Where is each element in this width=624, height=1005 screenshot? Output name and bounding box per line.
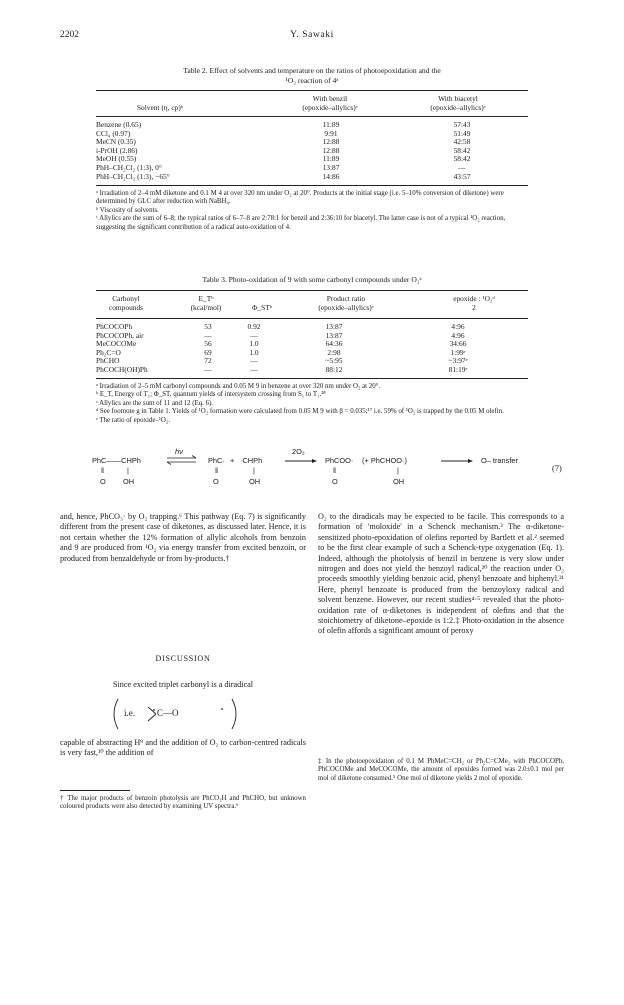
eq-plus: + [230, 456, 235, 465]
table2-cell-solvent: PhH–CH₂Cl₂ (1:3), 0° [96, 162, 162, 172]
table3-head-carbonyl-line2: compounds [108, 302, 144, 312]
table2-cell-benzil: 11:89 [322, 120, 340, 129]
eq-product-b-oh: OH [393, 477, 405, 486]
table3-cell-et: 53 [204, 322, 212, 331]
eq-reactant-bond2: | [127, 466, 129, 475]
table2-body [96, 121, 528, 181]
table2-cell-solvent: Benzene (0.65) [96, 120, 142, 129]
left-footnote: † The major products of benzoin photolysis are PhCO₃H and PhCHO, but unknown coloured products were also detected by examining UV spectra.⁶ [60, 795, 306, 811]
table2-footnote-c: ᶜ Allylics are the sum of 6–8; the typical ratios of 6–7–8 are 2:78:1 for benzil and 2:36:10 for biacetyl. The latter case is not of a typical ¹O₂ reaction, suggesting the significant contribution of a radical auto-oxidation of 4. [96, 215, 506, 231]
table2-head-biacetyl-line1: With biacetyl [438, 94, 478, 103]
eq-radical-bond1: ‖ [215, 466, 219, 475]
eq-reactant-bond1: ‖ [101, 466, 105, 475]
discussion-heading: DISCUSSION [155, 654, 211, 663]
left-footnote-rule [60, 790, 130, 791]
table3-head-et-line1: E_Tᵇ [198, 294, 214, 303]
table2-cell-biacetyl: 51:49 [453, 128, 471, 138]
eq-reactant-o: O [100, 477, 106, 486]
table2-mid-rule [96, 116, 528, 117]
table3-footnote-a: ᵃ Irradiation of 2–5 mM carbonyl compounds and 0.05 M 9 in benzene at over 320 nm under O₂ at 20°. [96, 383, 381, 390]
eq-hv: hν [175, 447, 183, 456]
table2-footnote-b: ᵇ Viscosity of solvents. [96, 206, 159, 214]
table2-caption-line2: ¹O₂ reaction of 4ᵃ [285, 76, 339, 85]
right-column [318, 512, 564, 637]
table2-cell-biacetyl: — [458, 162, 466, 172]
table3-cell-et: — [204, 330, 212, 340]
table2-footnotes [96, 190, 528, 232]
table3-cell-phi: 0.92 [247, 322, 261, 331]
eq-product-o: O [332, 477, 338, 486]
eq-arrow-2 [440, 458, 474, 464]
table2-top-rule [96, 90, 528, 91]
eq-product-b-bond: | [397, 466, 399, 475]
table2-cell-benzil: 12:88 [322, 145, 340, 155]
table3-caption: Table 3. Photo-oxidation of 9 with some carbonyl compounds under O₂ᵃ [202, 275, 422, 284]
table2-cell-benzil: 9:91 [324, 128, 338, 138]
table2-head-biacetyl [408, 95, 508, 112]
table3-head-epoxide-line1: epoxide : ¹O₂ᵈ [453, 294, 495, 303]
table3-cell-epoxide: ~3:97ᵉ [448, 356, 468, 366]
table3-cell-compound: MeCOCOMe [96, 339, 137, 349]
table2-cell-biacetyl: 58:42 [453, 154, 471, 164]
table3-cell-compound: PhCOCOPh, air [96, 330, 144, 340]
table2-caption [60, 66, 564, 86]
table3-cell-compound: Ph₂C=O [96, 347, 121, 357]
formula-ie: i.e. [124, 708, 135, 718]
table2-cell-benzil: 14:86 [322, 171, 340, 181]
table3-cell-ratio: ~5:95 [325, 356, 343, 366]
table2-head-benzil-line1: With benzil [312, 94, 348, 103]
right-footnote: ‡ In the photoepoxidation of 0.1 M PhMeC=CH₂ or Ph₂C=CMe₂ with PhCOCOPh, PhCOCOMe and MeCOCOMe, the amount of epoxides formed was 2.0±0.1 mol per mol of diketone consumed.⁵ One mol of diketone yields 2 mol of epoxide. [318, 758, 564, 782]
diradical-formula [110, 697, 240, 731]
table2-cell-benzil: 13:87 [322, 162, 340, 172]
eq-radical-oh: OH [249, 477, 261, 486]
table3-cell-compound: PhCOCOPh [96, 322, 133, 331]
table2-cell-benzil: 12:88 [322, 137, 340, 147]
table3-cell-et: 69 [204, 347, 212, 357]
table3-head-phi: Φ_STᵇ [251, 303, 272, 312]
table3-cell-et: — [204, 364, 212, 374]
table3-footnote-b: ᵇ E_T, Energy of T₁; Φ_ST, quantum yields of intersystem crossing from S₁ to T₁.³⁸ [96, 391, 326, 399]
table2-head-solvent: Solvent (η, cp)ᵇ [136, 103, 184, 112]
table3-cell-ratio: 64:36 [325, 339, 343, 349]
table3-head-ratio [296, 295, 396, 312]
running-head: Y. Sawaki [290, 30, 334, 40]
eq-radical-a: PhC· [208, 456, 225, 465]
table3-footnote-e: ᵉ The ratio of epoxide–¹O₂. [96, 416, 171, 424]
table3-cell-epoxide: 4:96 [451, 322, 465, 331]
table3-cell-ratio: 88:12 [325, 364, 343, 374]
equation-7 [0, 447, 624, 500]
table3-head-carbonyl-line1: Carbonyl [112, 294, 140, 303]
table3-cell-phi: — [250, 356, 258, 366]
table3-cell-epoxide: 34:66 [449, 339, 467, 349]
table3-head-ratio-line2: (epoxide–allylics)ᶜ [318, 302, 374, 312]
table3-footnotes [96, 383, 528, 425]
table3-head-epoxide-line2: 2 [472, 302, 476, 312]
table3-cell-compound: PhCHO [96, 356, 120, 366]
table2-cell-solvent: MeOH (0.55) [96, 154, 137, 164]
eq-radical-b: ·CHPh [240, 456, 263, 465]
table3-bottom-rule [96, 378, 528, 379]
eq-arrow-1 [284, 458, 318, 464]
eq-equilibrium-arrow [166, 455, 198, 465]
table3-footnote-c: ᶜ Allylics are the sum of 11 and 12 (Eq. 6). [96, 399, 214, 407]
table3-cell-phi: — [250, 330, 258, 340]
left-paragraph-2: Since excited triplet carbonyl is a diradical [112, 680, 254, 689]
formula-body: C—O [157, 708, 179, 718]
table3-top-rule [96, 290, 528, 291]
eq-radical-bond2: | [253, 466, 255, 475]
table2-cell-solvent: PhH–CH₂Cl₂ (1:3), −65° [96, 171, 170, 181]
page-number: 2202 [60, 30, 79, 40]
table3-cell-phi: 1.0 [249, 339, 259, 349]
eq-o2-label: 2O₂ [292, 447, 305, 456]
table2-head-benzil-line2: (epoxide–allylics)ᶜ [302, 102, 358, 112]
table3-cell-ratio: 2:98 [327, 347, 341, 357]
table3-head-epoxide [429, 295, 519, 312]
table3-body [96, 323, 528, 375]
table2-cell-biacetyl: 58:42 [453, 145, 471, 155]
eq-radical-o: O [213, 477, 219, 486]
eq-o-transfer: O– transfer [481, 456, 518, 465]
table3-row [96, 366, 528, 375]
table3-cell-et: 72 [204, 356, 212, 366]
eq-product-bond: ‖ [333, 466, 337, 475]
table3-footnote-d: ᵈ See footnote g in Table 1. Yields of ¹O₂ formation were calculated from 0.05 M 9 with β = 0.035;¹⁷ i.e. 59% of ¹O₂ is trapped by the 0.05 M olefin. [96, 408, 504, 416]
table2-caption-line1: Table 2. Effect of solvents and temperature on the ratios of photoepoxidation and the [183, 66, 441, 75]
eq-product: PhCOO· [325, 456, 354, 465]
table2-cell-biacetyl: 43:57 [453, 171, 471, 181]
eq-reactant: PhC——CHPh [92, 456, 141, 465]
table3-head-et-line2: (kcal/mol) [190, 302, 222, 312]
table2-cell-benzil: 11:89 [322, 154, 340, 164]
table3-cell-epoxide: 1:99ᵉ [450, 347, 466, 357]
table3-cell-phi: 1.0 [249, 347, 259, 357]
table2-cell-biacetyl: 42:58 [453, 137, 471, 147]
left-paragraph-3: capable of abstracting H⁹ and the addition of O₂ to carbon-centred radicals is very fast,¹⁰ the addition of [60, 738, 306, 758]
table3-head-ratio-line1: Product ratio [326, 294, 366, 303]
table2-cell-biacetyl: 57:43 [453, 120, 471, 129]
table2-cell-solvent: CCl₄ (0.97) [96, 128, 131, 138]
eq-number: (7) [552, 464, 562, 473]
table3-mid-rule [96, 318, 528, 319]
table2-row [96, 173, 528, 182]
table2-bottom-rule [96, 185, 528, 186]
table2-footnote-a: ᵃ Irradiation of 2–4 mM diketone and 0.1 M 4 at over 320 nm under O₂ at 20°. Products at the initial stage (i.e. 5–10% conversion of diketone) were determined by GLC after reduction with NaBH₄. [96, 190, 504, 206]
table3-cell-epoxide: 81:19ᵉ [448, 364, 468, 374]
table3-head-et [176, 295, 236, 312]
right-paragraph: O₂ to the diradicals may be expected to be facile. This corresponds to a formation of 'moloxide' in a Schenck mechanism.³ The α-diketone-sensitized photo-epoxidation of olefins reported by Bartlett et al.² seemed to be the first clear example of such a Schenck-type oxygenation (Eq. 1). Indeed, although the photolysis of benzil in benzene is very slow under nitrogen and does not yield the benzoyl radical,²⁰ the reaction under O₂ proceeds smoothly yielding benzoic acid, phenyl benzoate and biphenyl.²¹ Here, phenyl benzoate is produced from the benzoyloxy radical and solvent benzene. However, our recent studies⁴·⁵ revealed that the photo-oxidation rate of α-diketones is independent of olefins and that the stoichiometry of diketone–epoxide is 1:2.‡ Photo-oxidation in the absence of olefin affords a significant amount of peroxy [318, 512, 564, 636]
table2-cell-solvent: i-PrOH (2.86) [96, 145, 138, 155]
table3-cell-et: 56 [204, 339, 212, 349]
eq-reactant-oh: OH [123, 477, 135, 486]
table2-cell-solvent: MeCN (0.35) [96, 137, 136, 147]
table3-cell-phi: — [250, 364, 258, 374]
table3-cell-ratio: 13:87 [325, 330, 343, 340]
table3-cell-epoxide: 4:96 [451, 330, 465, 340]
eq-product-b: (+ PhCHOO·) [362, 456, 407, 465]
table3-cell-ratio: 13:87 [325, 322, 343, 331]
table3-head-carbonyl [86, 295, 166, 312]
table3-cell-compound: PhCOCH(OH)Ph [96, 364, 148, 374]
left-paragraph-1: and, hence, PhCO₃· by O₂ trapping.⁶ This pathway (Eq. 7) is significantly different from the present case of diketones, as discussed later. Hence, it is not certain whether the 12% formation of allylic alcohols from benzoin and 9 are produced from ¹O₂ via energy transfer from excited benzoin, or produced from benzaldehyde or from by-products.† [60, 512, 306, 563]
table2-head-benzil [280, 95, 380, 112]
left-column [60, 512, 306, 564]
table2-head-biacetyl-line2: (epoxide–allylics)ᶜ [430, 102, 486, 112]
